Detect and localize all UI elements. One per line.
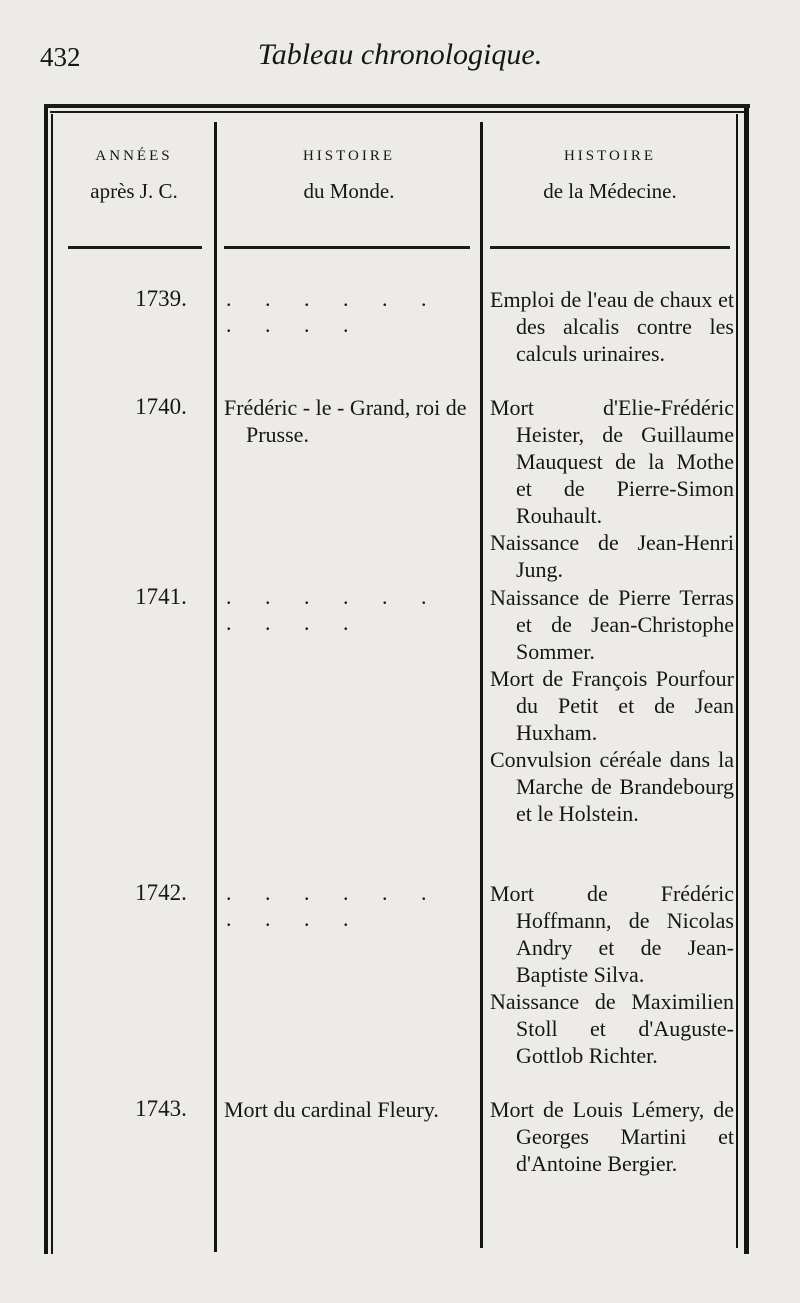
year-1739: 1739. (135, 286, 187, 311)
header-medecine-bottom: de la Médecine. (543, 179, 677, 203)
header-years-bottom: après J. C. (90, 179, 178, 203)
header-rule-years (68, 246, 202, 249)
header-monde-bottom: du Monde. (303, 179, 395, 203)
right-border (744, 108, 749, 1254)
header-rule-monde (224, 246, 470, 249)
year-1741: 1741. (135, 584, 187, 609)
med-1743 (490, 1096, 734, 1177)
year-1740: 1740. (135, 394, 187, 419)
year-1742: 1742. (135, 880, 187, 905)
med-1741-entry-3: Convulsion céréale dans la Marche de Brandebourg et le Holstein. (490, 747, 734, 826)
med-1739-entry-1: Emploi de l'eau de chaux et des alcalis contre les calculs urinaires. (490, 287, 734, 366)
left-border-inner (51, 114, 53, 1254)
top-double-rule (44, 104, 750, 108)
table-frame (44, 104, 750, 1256)
med-1742-entry-1: Mort de Frédéric Hoffmann, de Nicolas Andry et de Jean-Baptiste Silva. (490, 881, 734, 987)
left-border (44, 108, 48, 1254)
right-border-inner (736, 114, 738, 1248)
page-number: 432 (40, 42, 81, 72)
med-1741 (490, 584, 734, 827)
header-years (56, 148, 212, 204)
monde-1741: . . . . . . . . . . (226, 584, 441, 635)
header-monde (220, 148, 478, 204)
monde-1743: Mort du cardinal Fleury. (224, 1097, 439, 1122)
year-1743: 1743. (135, 1096, 187, 1121)
med-1741-entry-1: Naissance de Pierre Terras et de Jean-Christophe Sommer. (490, 585, 734, 664)
med-1739 (490, 286, 734, 367)
header-years-top: ANNÉES (95, 148, 173, 164)
med-1740 (490, 394, 734, 583)
med-1742-entry-2: Naissance de Maximilien Stoll et d'Auguste-Gottlob Richter. (490, 989, 734, 1068)
med-1741-entry-2: Mort de François Pourfour du Petit et de Jean Huxham. (490, 666, 734, 745)
header-medecine (486, 148, 734, 204)
monde-1742: . . . . . . . . . . (226, 880, 441, 931)
header-monde-top: HISTOIRE (302, 148, 396, 164)
med-1743-entry-1: Mort de Louis Lémery, de Georges Martini et d'Antoine Bergier. (490, 1097, 734, 1176)
top-inner-rule (50, 111, 744, 113)
med-1742 (490, 880, 734, 1069)
col-divider-2 (480, 122, 483, 1248)
monde-1739: . . . . . . . . . . (226, 286, 441, 337)
med-1740-entry-2: Naissance de Jean-Henri Jung. (490, 530, 734, 582)
monde-1740: Frédéric - le - Grand, roi de Prusse. (224, 395, 467, 447)
running-title: Tableau chronologique. (257, 38, 543, 71)
header-rule-medecine (490, 246, 730, 249)
header-medecine-top: HISTOIRE (563, 148, 657, 164)
med-1740-entry-1: Mort d'Elie-Frédéric Heister, de Guillaume Mauquest de la Mothe et de Pierre-Simon Rouhault. (490, 395, 734, 528)
